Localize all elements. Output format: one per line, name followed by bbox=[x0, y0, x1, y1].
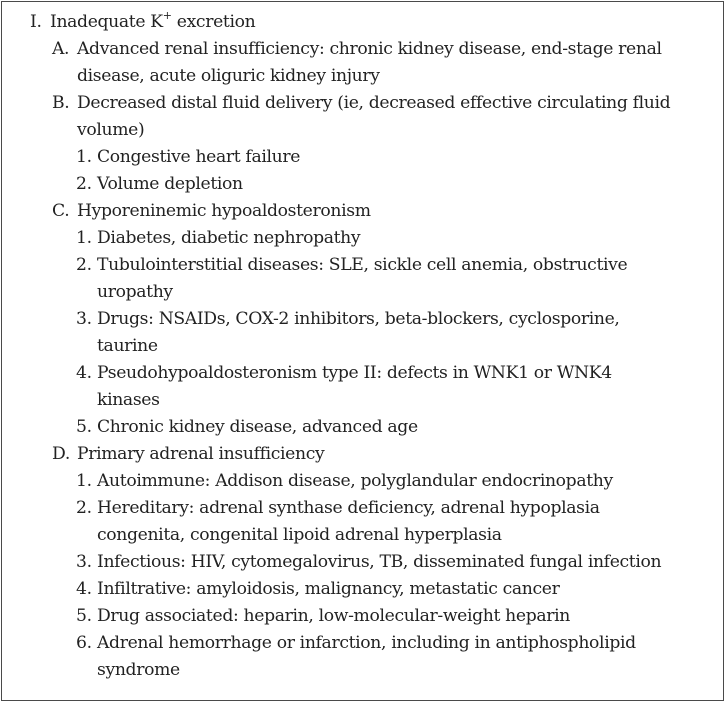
subitem: 1. Congestive heart failure bbox=[76, 147, 301, 167]
subitem-cont: uropathy bbox=[97, 282, 173, 302]
subitem-cont: taurine bbox=[97, 336, 158, 356]
subitem: 6. Adrenal hemorrhage or infarction, including in antiphospholipid bbox=[76, 633, 636, 653]
subitem: 5. Drug associated: heparin, low-molecular-weight heparin bbox=[76, 606, 571, 626]
section-heading: Inadequate K+ excretion bbox=[50, 9, 256, 32]
subitem: 3. Infectious: HIV, cytomegalovirus, TB, disseminated fungal infection bbox=[76, 552, 662, 572]
outline-document bbox=[0, 9, 727, 684]
subitem-cont: kinases bbox=[97, 390, 160, 410]
subitem: 4. Pseudohypoaldosteronism type II: defects in WNK1 or WNK4 bbox=[76, 363, 612, 383]
subitem: 2. Volume depletion bbox=[76, 174, 243, 194]
item-a-cont: disease, acute oliguric kidney injury bbox=[77, 66, 380, 86]
item-b: B. Decreased distal fluid delivery (ie, decreased effective circulating fluid bbox=[52, 93, 671, 113]
subitem: 2. Hereditary: adrenal synthase deficiency, adrenal hypoplasia bbox=[76, 498, 600, 518]
item-d: D. Primary adrenal insufficiency bbox=[52, 444, 325, 464]
section-label: I. bbox=[30, 12, 42, 32]
subitem: 1. Diabetes, diabetic nephropathy bbox=[76, 228, 361, 248]
item-c: C. Hyporeninemic hypoaldosteronism bbox=[52, 201, 371, 221]
subitem: 3. Drugs: NSAIDs, COX-2 inhibitors, beta-blockers, cyclosporine, bbox=[76, 309, 620, 329]
subitem: 4. Infiltrative: amyloidosis, malignancy, metastatic cancer bbox=[76, 579, 560, 599]
section-i bbox=[0, 9, 727, 36]
subitem: 2. Tubulointerstitial diseases: SLE, sickle cell anemia, obstructive bbox=[76, 255, 628, 275]
item-a: A. Advanced renal insufficiency: chronic kidney disease, end-stage renal bbox=[52, 39, 662, 59]
subitem-cont: syndrome bbox=[97, 660, 180, 680]
subitem: 1. Autoimmune: Addison disease, polyglandular endocrinopathy bbox=[76, 471, 613, 491]
subitem-cont: congenita, congenital lipoid adrenal hyperplasia bbox=[97, 525, 502, 545]
subitem: 5. Chronic kidney disease, advanced age bbox=[76, 417, 418, 437]
item-b-cont: volume) bbox=[77, 120, 145, 140]
